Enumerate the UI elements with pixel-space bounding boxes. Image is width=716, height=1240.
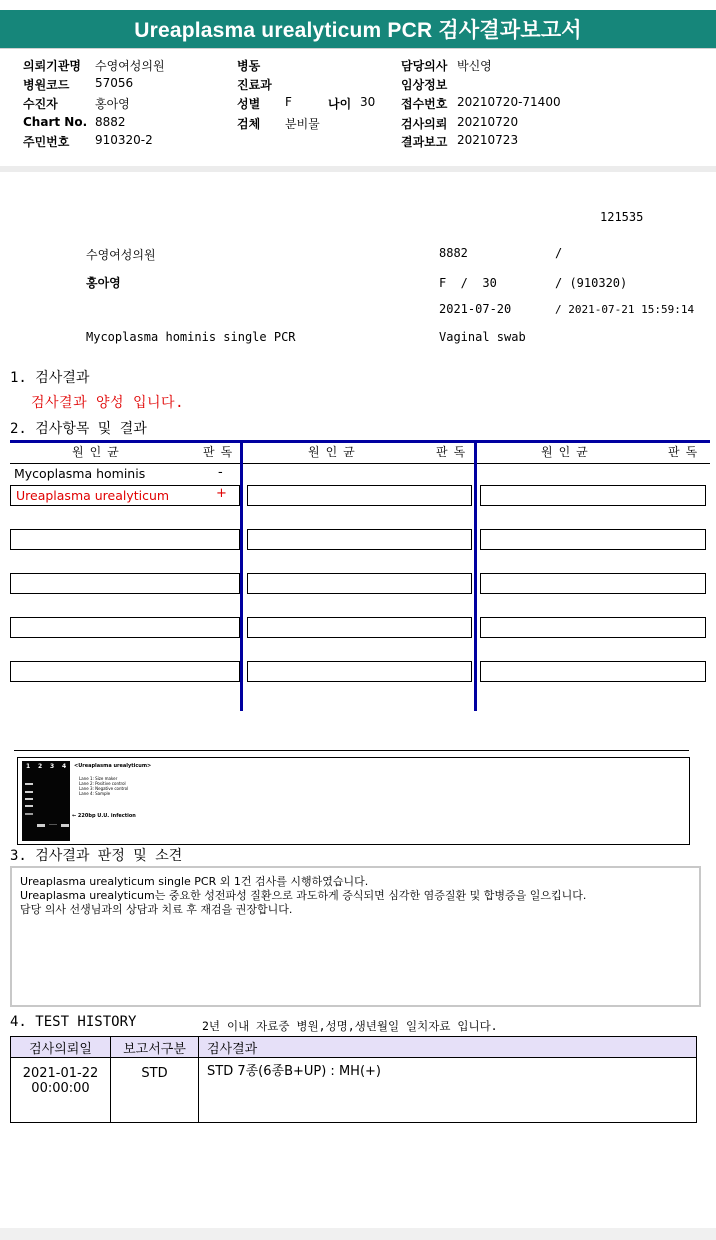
report-title: Ureaplasma urealyticum PCR 검사결과보고서 [0,10,716,48]
result-row-box [10,573,240,594]
result-row-box [480,661,706,682]
sample-band [61,824,69,827]
lane-number: 1 [26,763,31,770]
gel-legend: Lane 3: Negative control [79,786,129,791]
section2-title: 2. 검사항목 및 결과 [10,421,147,437]
header-value: 20210720-71400 [457,95,561,109]
header-label: 검체 [237,117,261,131]
section1-title: 1. 검사결과 [10,370,90,386]
table-row [11,1058,697,1123]
age-value: 30 [360,95,376,109]
header-label: 접수번호 [401,97,448,111]
result-row-box [247,617,472,638]
info-report-datetime: / 2021-07-21 15:59:14 [555,303,695,316]
positive-band [37,824,45,827]
header-value: 910320-2 [95,133,153,147]
header-label: 성별 [237,97,261,111]
header-value: F [285,95,292,109]
history-date-cell [11,1058,111,1123]
info-hospital: 수영여성의원 [86,248,156,262]
history-column-header: 보고서구분 [111,1037,199,1058]
section4-title: 4. TEST HISTORY [10,1014,137,1030]
header-value: 분비물 [285,117,320,131]
header-label: 주민번호 [23,135,70,149]
history-column-header: 검사결과 [199,1037,697,1058]
result-summary: 검사결과 양성 입니다. [31,395,185,411]
column-header-organism: 원인균 [541,445,594,459]
gel-electrophoresis-panel [17,757,690,845]
header-label: 수진자 [23,97,58,111]
bottom-strip [0,1228,716,1240]
gel-legend: Lane 4: Sample [79,791,111,796]
header-value: 8882 [95,115,126,129]
judgement-mark: - [218,465,223,480]
result-row-box [247,529,472,550]
history-date: 2021-01-22 [22,1066,99,1081]
grid-column-divider [240,440,243,711]
column-header-organism: 원인균 [308,445,361,459]
top-margin [0,0,716,10]
organism-name: Mycoplasma hominis [14,466,146,481]
organism-name: Ureaplasma urealyticum [16,488,170,503]
history-note: 2년 이내 자료중 병원,성명,생년월일 일치자료 입니다. [202,1019,498,1033]
column-header-judgement: 판독 [203,445,239,459]
info-sex-age: F / 30 [439,276,497,290]
interpretation-box [10,866,701,1007]
column-header-judgement: 판독 [436,445,472,459]
result-row-box [480,617,706,638]
info-specimen: Vaginal swab [439,330,526,344]
lane-number: 4 [62,763,67,770]
result-row-box [480,485,706,506]
judgement-mark: + [216,486,227,501]
column-header-judgement: 판독 [668,445,704,459]
interpretation-line: Ureaplasma urealyticum는 중요한 성전파성 질환으로 과도하게 증식되면 심각한 염증질환 및 합병증을 일으킵니다. [20,889,587,902]
interpretation-line: Ureaplasma urealyticum single PCR 외 1건 검사를 시행하였습니다. [20,875,369,888]
section3-title: 3. 검사결과 판정 및 소견 [10,848,183,864]
result-row-box [247,661,472,682]
info-test-name: Mycoplasma hominis single PCR [86,330,296,344]
header-label: 임상정보 [401,78,448,92]
info-slash: / [555,246,563,260]
history-result: STD 7종(6종B+UP) : MH(+) [199,1058,697,1123]
age-label: 나이 [328,97,352,111]
ladder-band [25,798,33,800]
header-value: 수영여성의원 [95,59,165,73]
gel-legend: Lane 1: Size maker [79,776,118,781]
ladder-band [25,791,33,793]
header-label: 병원코드 [23,78,70,92]
header-label: 결과보고 [401,135,448,149]
column-header-organism: 원인균 [72,445,125,459]
result-row-box [480,573,706,594]
result-row-box [10,529,240,550]
result-row-box [480,529,706,550]
header-value: 20210720 [457,115,519,129]
header-value: 박신영 [457,59,492,73]
gel-divider [14,750,689,751]
header-value: 홍아영 [95,97,130,111]
gel-title: <Ureaplasma urealyticum> [74,763,152,769]
gel-legend: Lane 2: Positive control [79,781,126,786]
interpretation-line: 담당 의사 선생님과의 상담과 치료 후 재검을 권장합니다. [20,903,293,916]
ladder-band [25,805,33,807]
divider-strip [0,166,716,172]
gel-image [22,761,70,841]
result-row-box [10,617,240,638]
band-annotation: ← 220bp U.U. infection [72,813,136,819]
lane-number: 3 [50,763,55,770]
header-label: 병동 [237,59,261,73]
result-row-box [247,573,472,594]
header-label: Chart No. [23,115,88,129]
info-birth: / (910320) [555,276,628,290]
info-chart: 8882 [439,246,468,260]
info-patient: 홍아영 [86,276,121,290]
test-history-table [10,1036,697,1123]
header-label: 검사의뢰 [401,117,448,131]
result-row-box [10,661,240,682]
header-value: 57056 [95,76,134,90]
header-label: 의뢰기관명 [23,59,81,73]
header-value: 20210723 [457,133,519,147]
history-type: STD [111,1058,199,1123]
header-label: 진료과 [237,78,272,92]
history-column-header: 검사의뢰일 [11,1037,111,1058]
negative-band [49,824,57,825]
lane-number: 2 [38,763,43,770]
history-time: 00:00:00 [31,1081,90,1096]
header-label: 담당의사 [401,59,448,73]
ladder-band [25,813,33,815]
grid-column-divider [474,440,477,711]
info-request-date: 2021-07-20 [439,302,512,316]
ladder-band [25,783,33,785]
result-row-box [247,485,472,506]
report-code: 121535 [600,210,644,224]
